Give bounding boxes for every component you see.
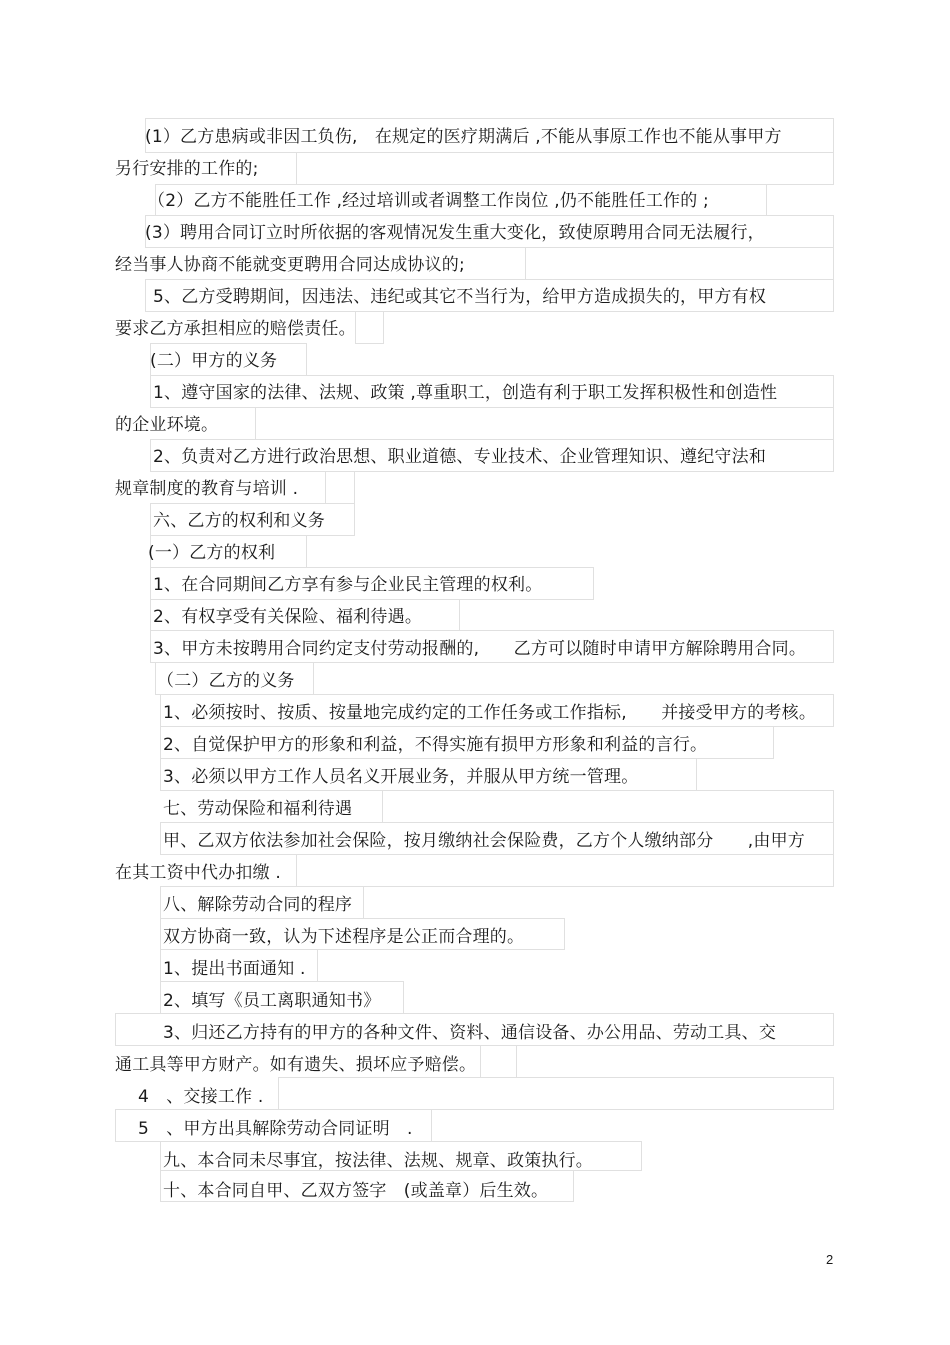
paragraph-line: （2）乙方不能胜任工作 ,经过培训或者调整工作岗位 ,仍不能胜任工作的 ; xyxy=(148,191,709,211)
paragraph-line: 经当事人协商不能就变更聘用合同达成协议的; xyxy=(115,255,465,275)
paragraph-line: 5 、甲方出具解除劳动合同证明 . xyxy=(138,1119,413,1139)
paragraph-line: 2、填写《员工离职通知书》 xyxy=(163,991,381,1011)
section-heading: 六、乙方的权利和义务 xyxy=(153,511,325,531)
paragraph-line: 1、遵守国家的法律、法规、政策 ,尊重职工，创造有利于职工发挥积极性和创造性 xyxy=(153,383,778,403)
section-heading: 八、解除劳动合同的程序 xyxy=(163,895,353,915)
paragraph-line: 3、归还乙方持有的甲方的各种文件、资料、通信设备、办公用品、劳动工具、交 xyxy=(163,1023,777,1043)
text-box xyxy=(296,854,834,887)
text-box xyxy=(382,790,834,823)
paragraph-line: 5、乙方受聘期间，因违法、违纪或其它不当行为，给甲方造成损失的，甲方有权 xyxy=(153,287,767,307)
text-box xyxy=(278,1077,834,1110)
section-heading: 九、本合同未尽事宜，按法律、法规、规章、政策执行。 xyxy=(163,1151,593,1171)
paragraph-line: 2、负责对乙方进行政治思想、职业道德、专业技术、企业管理知识、遵纪守法和 xyxy=(153,447,767,467)
text-box xyxy=(296,152,834,185)
paragraph-line: 4 、交接工作 . xyxy=(138,1087,264,1107)
paragraph-line: (3）聘用合同订立时所依据的客观情况发生重大变化，致使原聘用合同无法履行， xyxy=(145,223,765,243)
paragraph-line: 3、必须以甲方工作人员名义开展业务，并服从甲方统一管理。 xyxy=(163,767,639,787)
paragraph-line: 要求乙方承担相应的赔偿责任。 xyxy=(115,319,356,339)
paragraph-line: 另行安排的工作的; xyxy=(115,159,259,179)
text-box xyxy=(325,471,355,504)
paragraph-line: (1）乙方患病或非因工负伤, 在规定的医疗期满后 ,不能从事原工作也不能从事甲方 xyxy=(145,127,782,147)
text-box xyxy=(255,407,834,440)
paragraph-line: 1、在合同期间乙方享有参与企业民主管理的权利。 xyxy=(153,575,543,595)
paragraph-line: 1、必须按时、按质、按量地完成约定的工作任务或工作指标, 并接受甲方的考核。 xyxy=(163,703,817,723)
paragraph-line: 规章制度的教育与培训 . xyxy=(115,479,299,499)
paragraph-line: 2、自觉保护甲方的形象和利益，不得实施有损甲方形象和利益的言行。 xyxy=(163,735,708,755)
text-box xyxy=(355,311,384,344)
section-heading: 十、本合同自甲、乙双方签字 (或盖章）后生效。 xyxy=(163,1181,549,1201)
paragraph-line: 1、提出书面通知 . xyxy=(163,959,306,979)
paragraph-line: 在其工资中代办扣缴 . xyxy=(115,863,282,883)
paragraph-line: 的企业环境。 xyxy=(115,415,219,435)
section-heading: 七、劳动保险和福利待遇 xyxy=(163,799,353,819)
section-heading: (二）甲方的义务 xyxy=(150,351,278,371)
paragraph-line: 3、甲方未按聘用合同约定支付劳动报酬的, 乙方可以随时申请甲方解除聘用合同。 xyxy=(153,639,807,659)
text-box xyxy=(480,1045,517,1078)
paragraph-line: 通工具等甲方财产。如有遗失、损坏应予赔偿。 xyxy=(115,1055,477,1075)
paragraph-line: 双方协商一致，认为下述程序是公正而合理的。 xyxy=(163,927,525,947)
section-heading: (一）乙方的权利 xyxy=(148,543,276,563)
paragraph-line: 2、有权享受有关保险、福利待遇。 xyxy=(153,607,423,627)
page-number: 2 xyxy=(826,1252,834,1267)
text-box xyxy=(525,247,834,280)
paragraph-line: 甲、乙双方依法参加社会保险，按月缴纳社会保险费，乙方个人缴纳部分 ,由甲方 xyxy=(163,831,806,851)
section-heading: （二）乙方的义务 xyxy=(157,671,295,691)
